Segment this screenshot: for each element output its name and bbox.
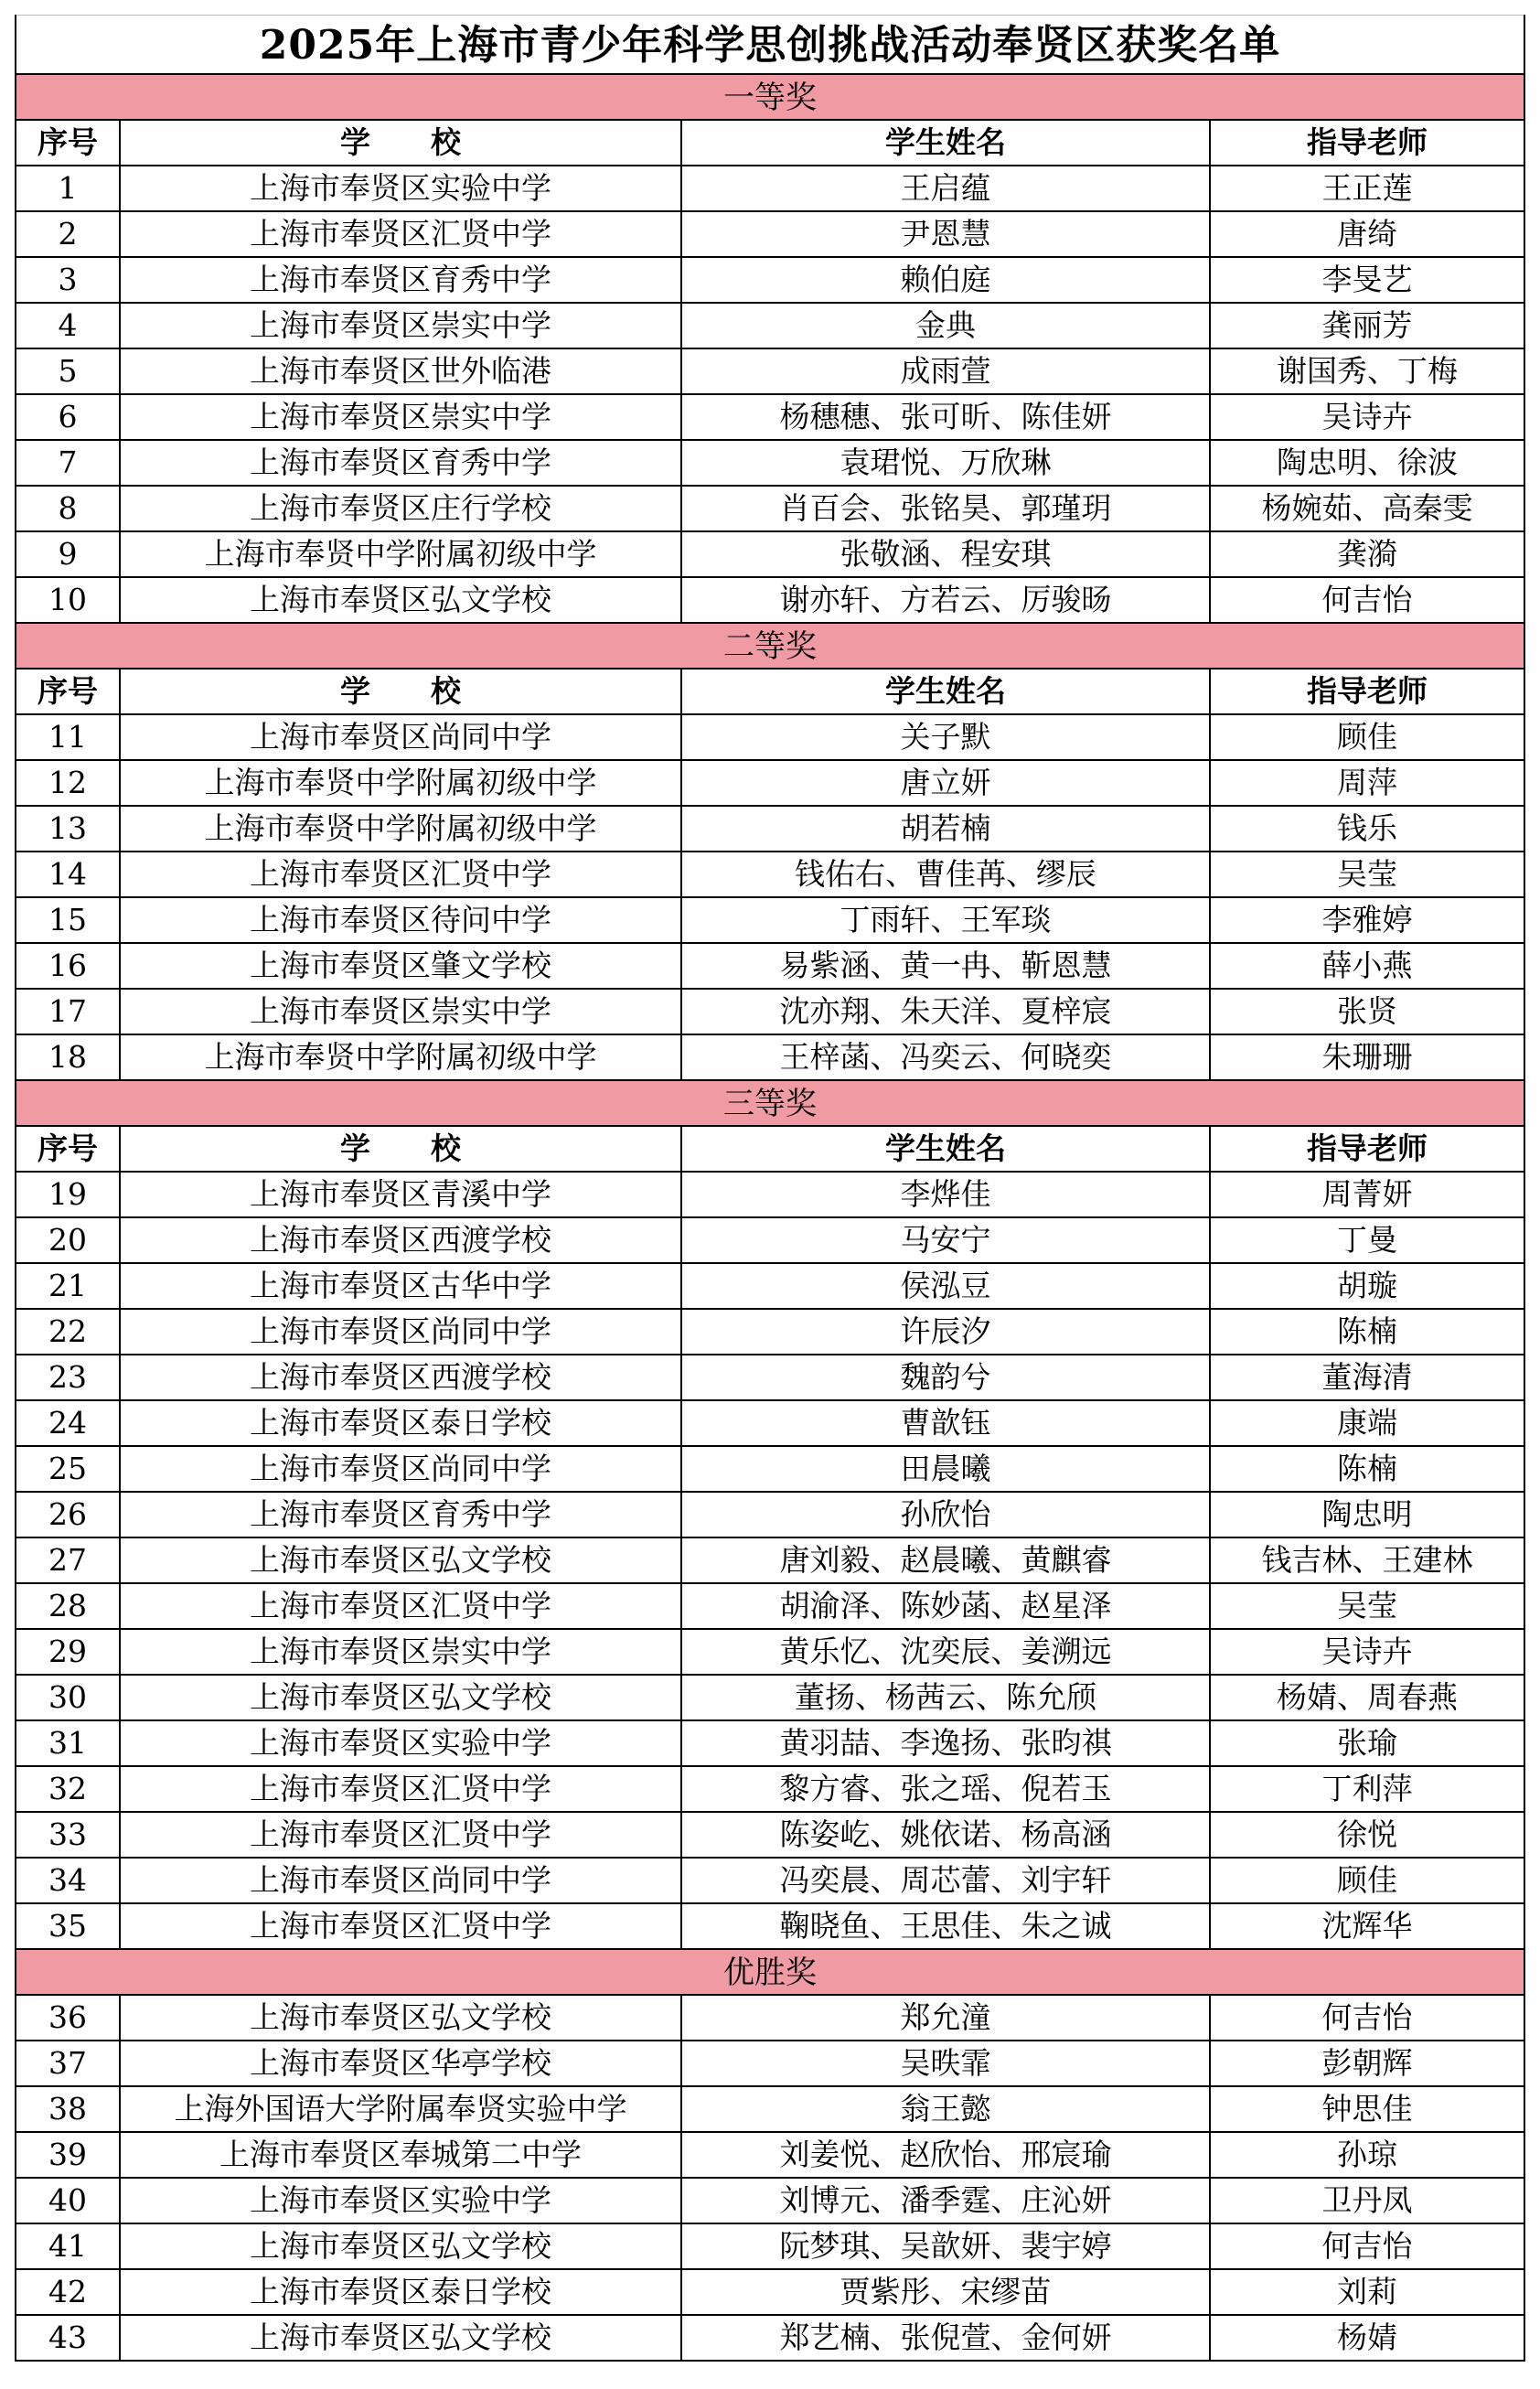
table-row	[16, 532, 1524, 578]
table-row	[16, 1401, 1524, 1447]
row-school: 上海市奉贤区青溪中学	[121, 1173, 682, 1216]
row-students: 魏韵兮	[682, 1355, 1211, 1399]
row-teacher: 张瑜	[1337, 1725, 1397, 1761]
row-teacher: 唐绮	[1337, 216, 1397, 252]
row-school: 上海市奉贤区尚同中学	[121, 1447, 682, 1491]
row-no: 14	[16, 852, 121, 896]
row-no: 15	[16, 898, 121, 942]
row-no: 12	[16, 761, 121, 805]
row-school: 上海市奉贤区弘文学校	[121, 1996, 682, 2040]
row-no: 26	[16, 1493, 121, 1537]
row-teacher: 何吉怡	[1321, 2228, 1413, 2264]
row-students: 肖百会、张铭昊、郭瑾玥	[682, 487, 1211, 530]
section-title: 二等奖	[16, 624, 1524, 670]
row-no: 33	[16, 1813, 121, 1857]
row-students: 郑允潼	[682, 1996, 1211, 2040]
row-teacher: 陈楠	[1337, 1313, 1397, 1349]
row-school: 上海市奉贤区庄行学校	[121, 487, 682, 530]
row-teacher: 刘莉	[1337, 2274, 1397, 2309]
row-teacher: 吴诗卉	[1321, 1634, 1413, 1669]
table-row	[16, 395, 1524, 441]
row-teacher: 龚丽芳	[1321, 307, 1413, 343]
row-school: 上海市奉贤区古华中学	[121, 1264, 682, 1308]
row-no: 17	[16, 990, 121, 1034]
row-students: 李烨佳	[682, 1173, 1211, 1216]
section-title: 优胜奖	[16, 1950, 1524, 1996]
table-row	[16, 2041, 1524, 2087]
row-students: 关子默	[682, 715, 1211, 759]
row-students: 刘姜悦、赵欣怡、邢宸瑜	[682, 2133, 1211, 2177]
table-row	[16, 898, 1524, 944]
row-school: 上海市奉贤区尚同中学	[121, 1310, 682, 1354]
row-school: 上海市奉贤区崇实中学	[121, 304, 682, 348]
section-title: 三等奖	[16, 1081, 1524, 1127]
row-students: 阮梦琪、吴歆妍、裴宇婷	[682, 2224, 1211, 2268]
header-no: 序号	[16, 1127, 121, 1171]
row-no: 28	[16, 1584, 121, 1628]
row-no: 8	[16, 487, 121, 530]
row-school: 上海市奉贤区弘文学校	[121, 578, 682, 622]
row-no: 41	[16, 2224, 121, 2268]
row-school: 上海市奉贤区汇贤中学	[121, 1584, 682, 1628]
row-teacher: 张贤	[1337, 993, 1397, 1029]
row-school: 上海市奉贤区育秀中学	[121, 258, 682, 302]
row-teacher: 杨婧	[1337, 2319, 1397, 2355]
row-students: 许辰汐	[682, 1310, 1211, 1354]
row-no: 21	[16, 1264, 121, 1308]
table-row	[16, 1310, 1524, 1355]
row-students: 马安宁	[682, 1218, 1211, 1262]
row-school: 上海市奉贤中学附属初级中学	[121, 532, 682, 576]
row-students: 成雨萱	[682, 349, 1211, 393]
row-teacher: 丁曼	[1337, 1222, 1397, 1258]
row-school: 上海市奉贤区汇贤中学	[121, 212, 682, 256]
row-school: 上海市奉贤区弘文学校	[121, 2224, 682, 2268]
row-school: 上海市奉贤区育秀中学	[121, 1493, 682, 1537]
row-school: 上海市奉贤区汇贤中学	[121, 1813, 682, 1857]
column-header-row	[16, 670, 1524, 715]
row-school: 上海市奉贤区西渡学校	[121, 1218, 682, 1262]
table-row	[16, 487, 1524, 532]
table-row	[16, 258, 1524, 304]
row-no: 11	[16, 715, 121, 759]
table-row	[16, 349, 1524, 395]
row-teacher: 李雅婷	[1321, 902, 1413, 937]
row-teacher: 胡璇	[1337, 1268, 1397, 1303]
row-teacher: 陈楠	[1337, 1451, 1397, 1486]
row-students: 易紫涵、黄一冉、靳恩慧	[682, 944, 1211, 988]
row-students: 胡若楠	[682, 807, 1211, 851]
row-teacher: 龚漪	[1337, 536, 1397, 572]
row-no: 2	[16, 212, 121, 256]
table-row	[16, 2087, 1524, 2133]
row-no: 40	[16, 2179, 121, 2223]
row-school: 上海市奉贤区世外临港	[121, 349, 682, 393]
row-teacher: 何吉怡	[1321, 1999, 1413, 2035]
row-students: 王启蕴	[682, 166, 1211, 210]
page-title: 2025年上海市青少年科学思创挑战活动奉贤区获奖名单	[16, 15, 1524, 75]
row-school: 上海市奉贤区崇实中学	[121, 990, 682, 1034]
row-students: 袁珺悦、万欣琳	[682, 441, 1211, 485]
header-teacher: 指导老师	[1307, 124, 1428, 160]
row-no: 37	[16, 2041, 121, 2085]
row-no: 24	[16, 1401, 121, 1445]
row-no: 32	[16, 1767, 121, 1811]
row-students: 尹恩慧	[682, 212, 1211, 256]
award-section	[16, 1081, 1524, 1950]
row-teacher: 王正莲	[1321, 170, 1413, 206]
row-students: 钱佑右、曹佳苒、缪辰	[682, 852, 1211, 896]
table-row	[16, 715, 1524, 761]
row-no: 30	[16, 1676, 121, 1719]
row-school: 上海市奉贤区西渡学校	[121, 1355, 682, 1399]
row-students: 胡渝泽、陈妙菡、赵星泽	[682, 1584, 1211, 1628]
row-school: 上海市奉贤中学附属初级中学	[121, 807, 682, 851]
row-school: 上海市奉贤区尚同中学	[121, 715, 682, 759]
row-school: 上海市奉贤区泰日学校	[121, 1401, 682, 1445]
table-row	[16, 1904, 1524, 1950]
row-students: 郑艺楠、张倪萱、金何妍	[682, 2316, 1211, 2360]
row-school: 上海市奉贤区奉城第二中学	[121, 2133, 682, 2177]
row-students: 翁王懿	[682, 2087, 1211, 2131]
table-row	[16, 2224, 1524, 2270]
row-teacher: 周菁妍	[1321, 1176, 1413, 1212]
row-no: 27	[16, 1538, 121, 1582]
row-teacher: 谢国秀、丁梅	[1277, 353, 1458, 389]
row-students: 贾紫彤、宋缪苗	[682, 2270, 1211, 2314]
row-no: 31	[16, 1721, 121, 1765]
row-students: 田晨曦	[682, 1447, 1211, 1491]
table-row	[16, 761, 1524, 807]
row-teacher: 彭朝辉	[1321, 2045, 1413, 2081]
row-no: 25	[16, 1447, 121, 1491]
table-row	[16, 2133, 1524, 2179]
row-school: 上海市奉贤区实验中学	[121, 2179, 682, 2223]
header-students: 学生姓名	[682, 1127, 1211, 1171]
row-teacher: 吴莹	[1337, 856, 1397, 892]
row-school: 上海外国语大学附属奉贤实验中学	[121, 2087, 682, 2131]
table-row	[16, 1173, 1524, 1218]
row-school: 上海市奉贤区弘文学校	[121, 2316, 682, 2360]
row-no: 43	[16, 2316, 121, 2360]
row-no: 18	[16, 1035, 121, 1079]
column-header-row	[16, 1127, 1524, 1173]
table-row	[16, 944, 1524, 990]
row-teacher: 钟思佳	[1321, 2091, 1413, 2127]
row-teacher: 沈辉华	[1321, 1908, 1413, 1944]
row-students: 王梓菡、冯奕云、何晓奕	[682, 1035, 1211, 1079]
row-students: 冯奕晨、周芯蕾、刘宇轩	[682, 1859, 1211, 1902]
row-no: 10	[16, 578, 121, 622]
table-row	[16, 2316, 1524, 2362]
row-school: 上海市奉贤区华亭学校	[121, 2041, 682, 2085]
row-teacher: 何吉怡	[1321, 582, 1413, 617]
row-school: 上海市奉贤区崇实中学	[121, 395, 682, 439]
row-students: 鞠晓鱼、王思佳、朱之诚	[682, 1904, 1211, 1948]
row-teacher: 钱乐	[1337, 810, 1397, 846]
header-no: 序号	[16, 670, 121, 713]
row-students: 黎方睿、张之瑶、倪若玉	[682, 1767, 1211, 1811]
table-row	[16, 990, 1524, 1035]
row-no: 42	[16, 2270, 121, 2314]
table-row	[16, 441, 1524, 487]
row-teacher: 钱吉林、王建林	[1261, 1542, 1473, 1578]
table-row	[16, 1447, 1524, 1493]
row-teacher: 董海清	[1321, 1359, 1413, 1395]
header-school: 学 校	[121, 1127, 682, 1171]
row-teacher: 陶忠明	[1321, 1496, 1413, 1532]
table-row	[16, 1676, 1524, 1721]
row-no: 16	[16, 944, 121, 988]
table-row	[16, 1218, 1524, 1264]
header-teacher: 指导老师	[1307, 673, 1428, 709]
table-row	[16, 166, 1524, 212]
row-no: 4	[16, 304, 121, 348]
header-school: 学 校	[121, 121, 682, 165]
row-teacher: 吴莹	[1337, 1588, 1397, 1623]
table-row	[16, 1859, 1524, 1904]
award-section	[16, 75, 1524, 624]
row-teacher: 李旻艺	[1321, 262, 1413, 297]
table-row	[16, 2270, 1524, 2316]
row-teacher: 周萍	[1337, 765, 1397, 800]
row-school: 上海市奉贤区实验中学	[121, 166, 682, 210]
row-teacher: 杨婧、周春燕	[1277, 1679, 1458, 1715]
row-school: 上海市奉贤区弘文学校	[121, 1676, 682, 1719]
table-row	[16, 1996, 1524, 2041]
column-header-row	[16, 121, 1524, 166]
row-teacher: 康端	[1337, 1405, 1397, 1441]
row-students: 曹歆钰	[682, 1401, 1211, 1445]
row-students: 唐刘毅、赵晨曦、黄麒睿	[682, 1538, 1211, 1582]
row-school: 上海市奉贤区实验中学	[121, 1721, 682, 1765]
table-row	[16, 1493, 1524, 1538]
row-school: 上海市奉贤区待问中学	[121, 898, 682, 942]
table-row	[16, 1035, 1524, 1081]
award-section	[16, 1950, 1524, 2362]
row-teacher: 顾佳	[1337, 719, 1397, 755]
row-students: 董扬、杨茜云、陈允颀	[682, 1676, 1211, 1719]
row-students: 张敬涵、程安琪	[682, 532, 1211, 576]
row-no: 22	[16, 1310, 121, 1354]
row-no: 39	[16, 2133, 121, 2177]
row-school: 上海市奉贤中学附属初级中学	[121, 761, 682, 805]
header-no: 序号	[16, 121, 121, 165]
row-teacher: 朱珊珊	[1321, 1039, 1413, 1075]
row-no: 38	[16, 2087, 121, 2131]
row-no: 20	[16, 1218, 121, 1262]
row-teacher: 陶忠明、徐波	[1277, 445, 1458, 480]
table-row	[16, 212, 1524, 258]
table-row	[16, 1813, 1524, 1859]
row-school: 上海市奉贤区泰日学校	[121, 2270, 682, 2314]
row-school: 上海市奉贤区尚同中学	[121, 1859, 682, 1902]
row-students: 沈亦翔、朱天洋、夏梓宸	[682, 990, 1211, 1034]
table-row	[16, 1584, 1524, 1630]
row-students: 谢亦轩、方若云、厉骏旸	[682, 578, 1211, 622]
row-students: 黄羽喆、李逸扬、张昀祺	[682, 1721, 1211, 1765]
award-section	[16, 624, 1524, 1081]
row-school: 上海市奉贤区汇贤中学	[121, 1767, 682, 1811]
section-title: 一等奖	[16, 75, 1524, 121]
row-students: 孙欣怡	[682, 1493, 1211, 1537]
table-row	[16, 2179, 1524, 2224]
table-row	[16, 1538, 1524, 1584]
row-no: 1	[16, 166, 121, 210]
row-students: 刘博元、潘季霆、庄沁妍	[682, 2179, 1211, 2223]
row-teacher: 吴诗卉	[1321, 399, 1413, 434]
row-teacher: 杨婉茹、高秦雯	[1261, 490, 1473, 526]
table-row	[16, 807, 1524, 852]
row-school: 上海市奉贤区崇实中学	[121, 1630, 682, 1674]
row-students: 吴昳霏	[682, 2041, 1211, 2085]
row-school: 上海市奉贤区育秀中学	[121, 441, 682, 485]
row-teacher: 丁利萍	[1321, 1771, 1413, 1806]
table-row	[16, 304, 1524, 349]
row-school: 上海市奉贤中学附属初级中学	[121, 1035, 682, 1079]
row-students: 金典	[682, 304, 1211, 348]
row-teacher: 卫丹凤	[1321, 2182, 1413, 2218]
row-students: 杨穗穗、张可昕、陈佳妍	[682, 395, 1211, 439]
row-no: 34	[16, 1859, 121, 1902]
row-teacher: 顾佳	[1337, 1862, 1397, 1898]
row-no: 23	[16, 1355, 121, 1399]
row-no: 6	[16, 395, 121, 439]
row-teacher: 薛小燕	[1321, 948, 1413, 983]
row-no: 35	[16, 1904, 121, 1948]
row-no: 19	[16, 1173, 121, 1216]
table-row	[16, 1721, 1524, 1767]
row-school: 上海市奉贤区汇贤中学	[121, 852, 682, 896]
table-row	[16, 1355, 1524, 1401]
table-row	[16, 1264, 1524, 1310]
row-students: 赖伯庭	[682, 258, 1211, 302]
row-students: 侯泓豆	[682, 1264, 1211, 1308]
award-sections	[16, 75, 1524, 2362]
header-students: 学生姓名	[682, 121, 1211, 165]
table-row	[16, 852, 1524, 898]
row-school: 上海市奉贤区弘文学校	[121, 1538, 682, 1582]
row-no: 36	[16, 1996, 121, 2040]
row-school: 上海市奉贤区汇贤中学	[121, 1904, 682, 1948]
row-students: 黄乐忆、沈奕辰、姜溯远	[682, 1630, 1211, 1674]
row-no: 7	[16, 441, 121, 485]
row-students: 唐立妍	[682, 761, 1211, 805]
award-list-sheet	[15, 15, 1525, 2362]
row-school: 上海市奉贤区肇文学校	[121, 944, 682, 988]
row-no: 29	[16, 1630, 121, 1674]
header-teacher: 指导老师	[1307, 1130, 1428, 1166]
table-row	[16, 1767, 1524, 1813]
row-no: 9	[16, 532, 121, 576]
row-teacher: 徐悦	[1337, 1816, 1397, 1852]
row-no: 13	[16, 807, 121, 851]
row-students: 丁雨轩、王军琰	[682, 898, 1211, 942]
table-row	[16, 578, 1524, 624]
header-school: 学 校	[121, 670, 682, 713]
row-students: 陈姿屹、姚依诺、杨高涵	[682, 1813, 1211, 1857]
row-teacher: 孙琼	[1337, 2137, 1397, 2172]
table-row	[16, 1630, 1524, 1676]
row-no: 5	[16, 349, 121, 393]
header-students: 学生姓名	[682, 670, 1211, 713]
row-no: 3	[16, 258, 121, 302]
